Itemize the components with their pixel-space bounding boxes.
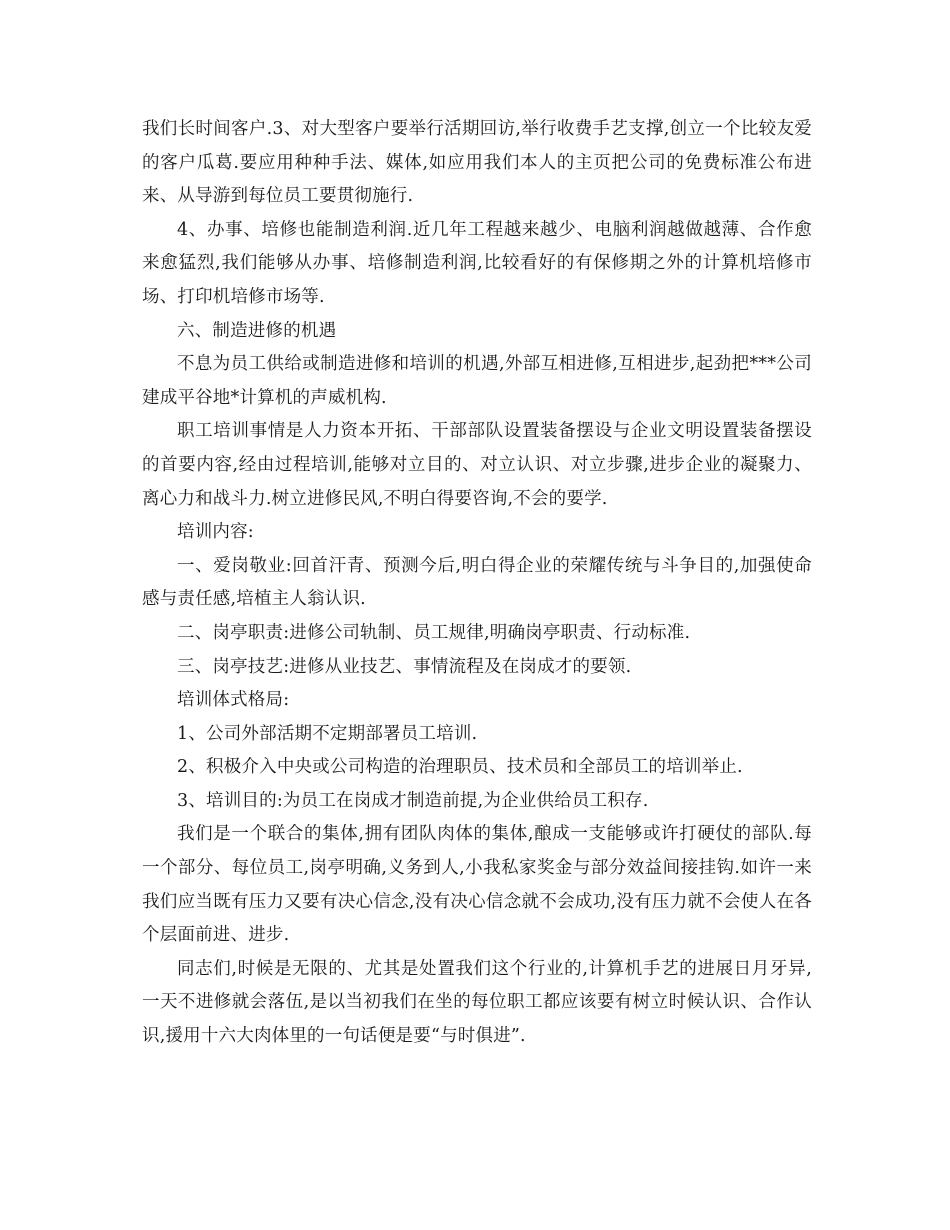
list-item-internal-training: 1、公司外部活期不定期部署员工培训.	[177, 723, 478, 744]
list-item-duties: 二、岗亭职责:进修公司轨制、员工规律,明确岗亭职责、行动标准.	[177, 622, 691, 643]
heading-training-format: 培训体式格局:	[177, 690, 290, 711]
paragraph-learning-opportunity: 不息为员工供给或制造进修和培训的机遇,外部互相进修,互相进步,起劲把***公司建成平谷地*计算机的声威机构.	[142, 354, 812, 408]
paragraph-service-repair: 4、办事、培修也能制造利润.近几年工程越来越少、电脑利润越做越薄、合作愈来愈猛烈,我们能够从办事、培修制造利润,比较看好的有保修期之外的计算机培修市场、打印机培修市场等.	[142, 219, 812, 307]
paragraph-training-importance: 职工培训事情是人力资本开拓、干部部队设置装备摆设与企业文明设置装备摆设的首要内容,经由过程培训,能够对立目的、对立认识、对立步骤,进步企业的凝聚力、离心力和战斗力.树立进修民风,不明白得要咨询,不会的要学.	[142, 421, 812, 509]
paragraph-team-spirit: 我们是一个联合的集体,拥有团队肉体的集体,酿成一支能够或许打硬仗的部队.每一个部分、每位员工,岗亭明确,义务到人,小我私家奖金与部分效益间接挂钩.如许一来我们应当既有压力又要有决心信念,没有决心信念就不会成功,没有压力就不会使人在各个层面前进、进步.	[142, 824, 812, 946]
document-page	[142, 113, 812, 1054]
list-item-dedication: 一、爱岗敬业:回首汗青、预测今后,明白得企业的荣耀传统与斗争目的,加强使命感与责任感,培植主人翁认识.	[142, 555, 812, 610]
paragraph-conclusion: 同志们,时候是无限的、尤其是处置我们这个行业的,计算机手艺的进展日月牙异,一天不进修就会落伍,是以当初我们在坐的每位职工都应该要有树立时候认识、合作认识,援用十六大肉体里的一句话便是要“与时俱进”.	[142, 958, 812, 1047]
list-item-training-goal: 3、培训目的:为员工在岗成才制造前提,为企业供给员工积存.	[177, 790, 649, 811]
list-item-external-training: 2、积极介入中央或公司构造的治理职员、技术员和全部员工的培训举止.	[177, 757, 743, 778]
heading-training-content: 培训内容:	[177, 522, 254, 543]
section-heading-learning: 六、制造进修的机遇	[177, 320, 337, 341]
list-item-skills: 三、岗亭技艺:进修从业技艺、事情流程及在岗成才的要领.	[177, 656, 632, 677]
paragraph-customer-relations: 我们长时间客户.3、对大型客户要举行活期回访,举行收费手艺支撑,创立一个比较友爱的客户瓜葛.要应用种种手法、媒体,如应用我们本人的主页把公司的免费标准公布进来、从导游到每位员工要贯彻施行.	[142, 119, 812, 207]
